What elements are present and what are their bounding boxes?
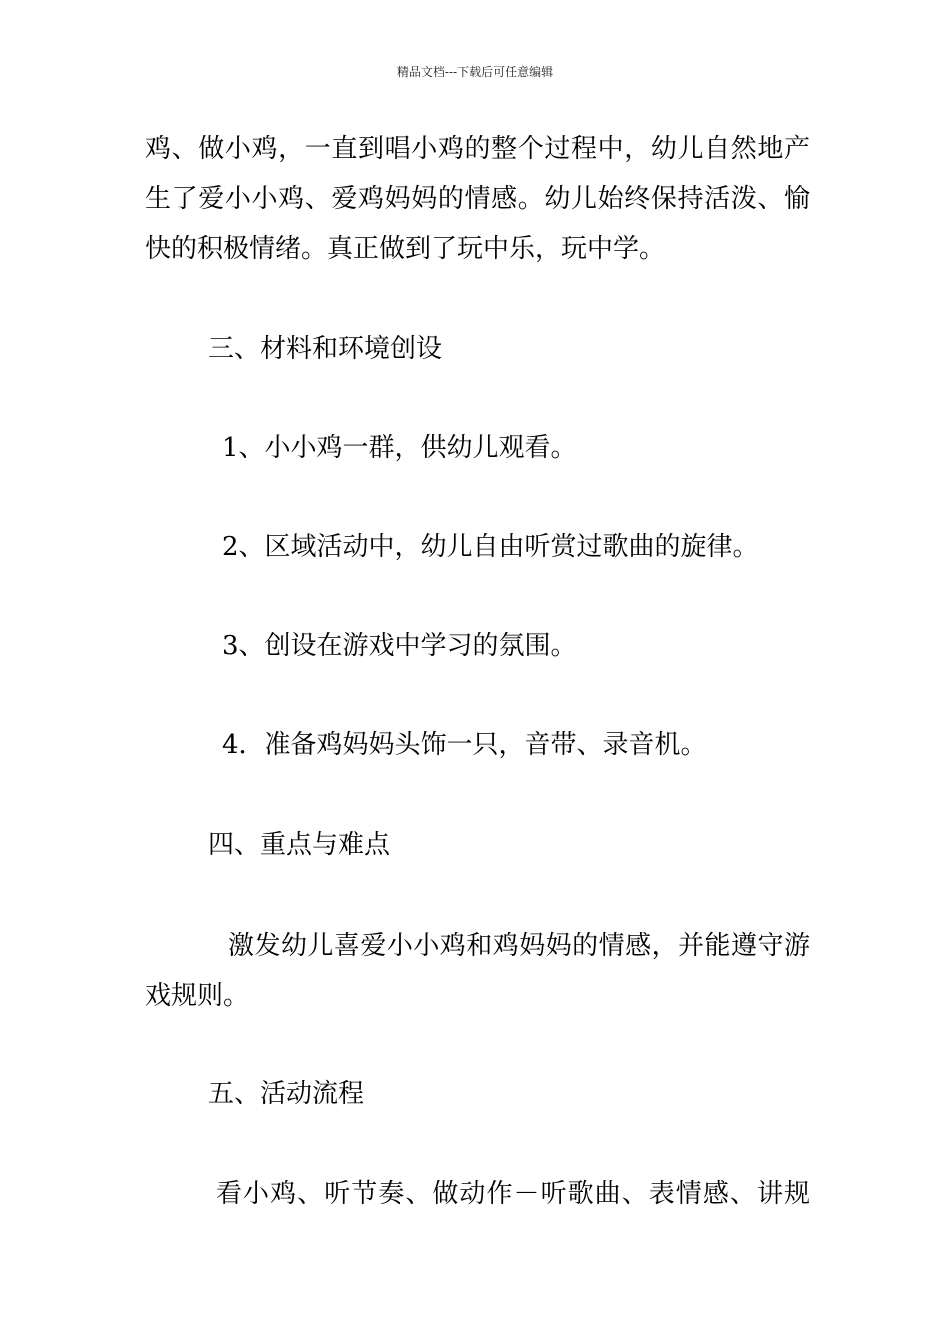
list-item-1: 1、小小鸡一群，供幼儿观看。 — [222, 433, 577, 463]
paragraph-line-1: 鸡、做小鸡，一直到唱小鸡的整个过程中，幼儿自然地产 — [145, 134, 810, 164]
section-heading-3: 三、材料和环境创设 — [208, 334, 443, 364]
paragraph-line-2: 生了爱小小鸡、爱鸡妈妈的情感。幼儿始终保持活泼、愉 — [145, 184, 810, 214]
section-heading-5: 五、活动流程 — [208, 1079, 365, 1109]
paragraph-flow-line-1: 看小鸡、听节奏、做动作－听歌曲、表情感、讲规 — [216, 1179, 810, 1209]
paragraph-line-3: 快的积极情绪。真正做到了玩中乐，玩中学。 — [145, 234, 666, 264]
section-heading-4: 四、重点与难点 — [208, 830, 391, 860]
list-item-2: 2、区域活动中，幼儿自由听赏过歌曲的旋律。 — [222, 532, 759, 562]
list-item-3: 3、创设在游戏中学习的氛围。 — [222, 631, 577, 661]
paragraph-key-points-line-1: 激发幼儿喜爱小小鸡和鸡妈妈的情感，并能遵守游 — [228, 931, 810, 961]
page-header: 精品文档---下载后可任意编辑 — [396, 65, 554, 79]
paragraph-key-points-line-2: 戏规则。 — [145, 981, 250, 1011]
list-item-4: 4．准备鸡妈妈头饰一只，音带、录音机。 — [222, 730, 707, 760]
